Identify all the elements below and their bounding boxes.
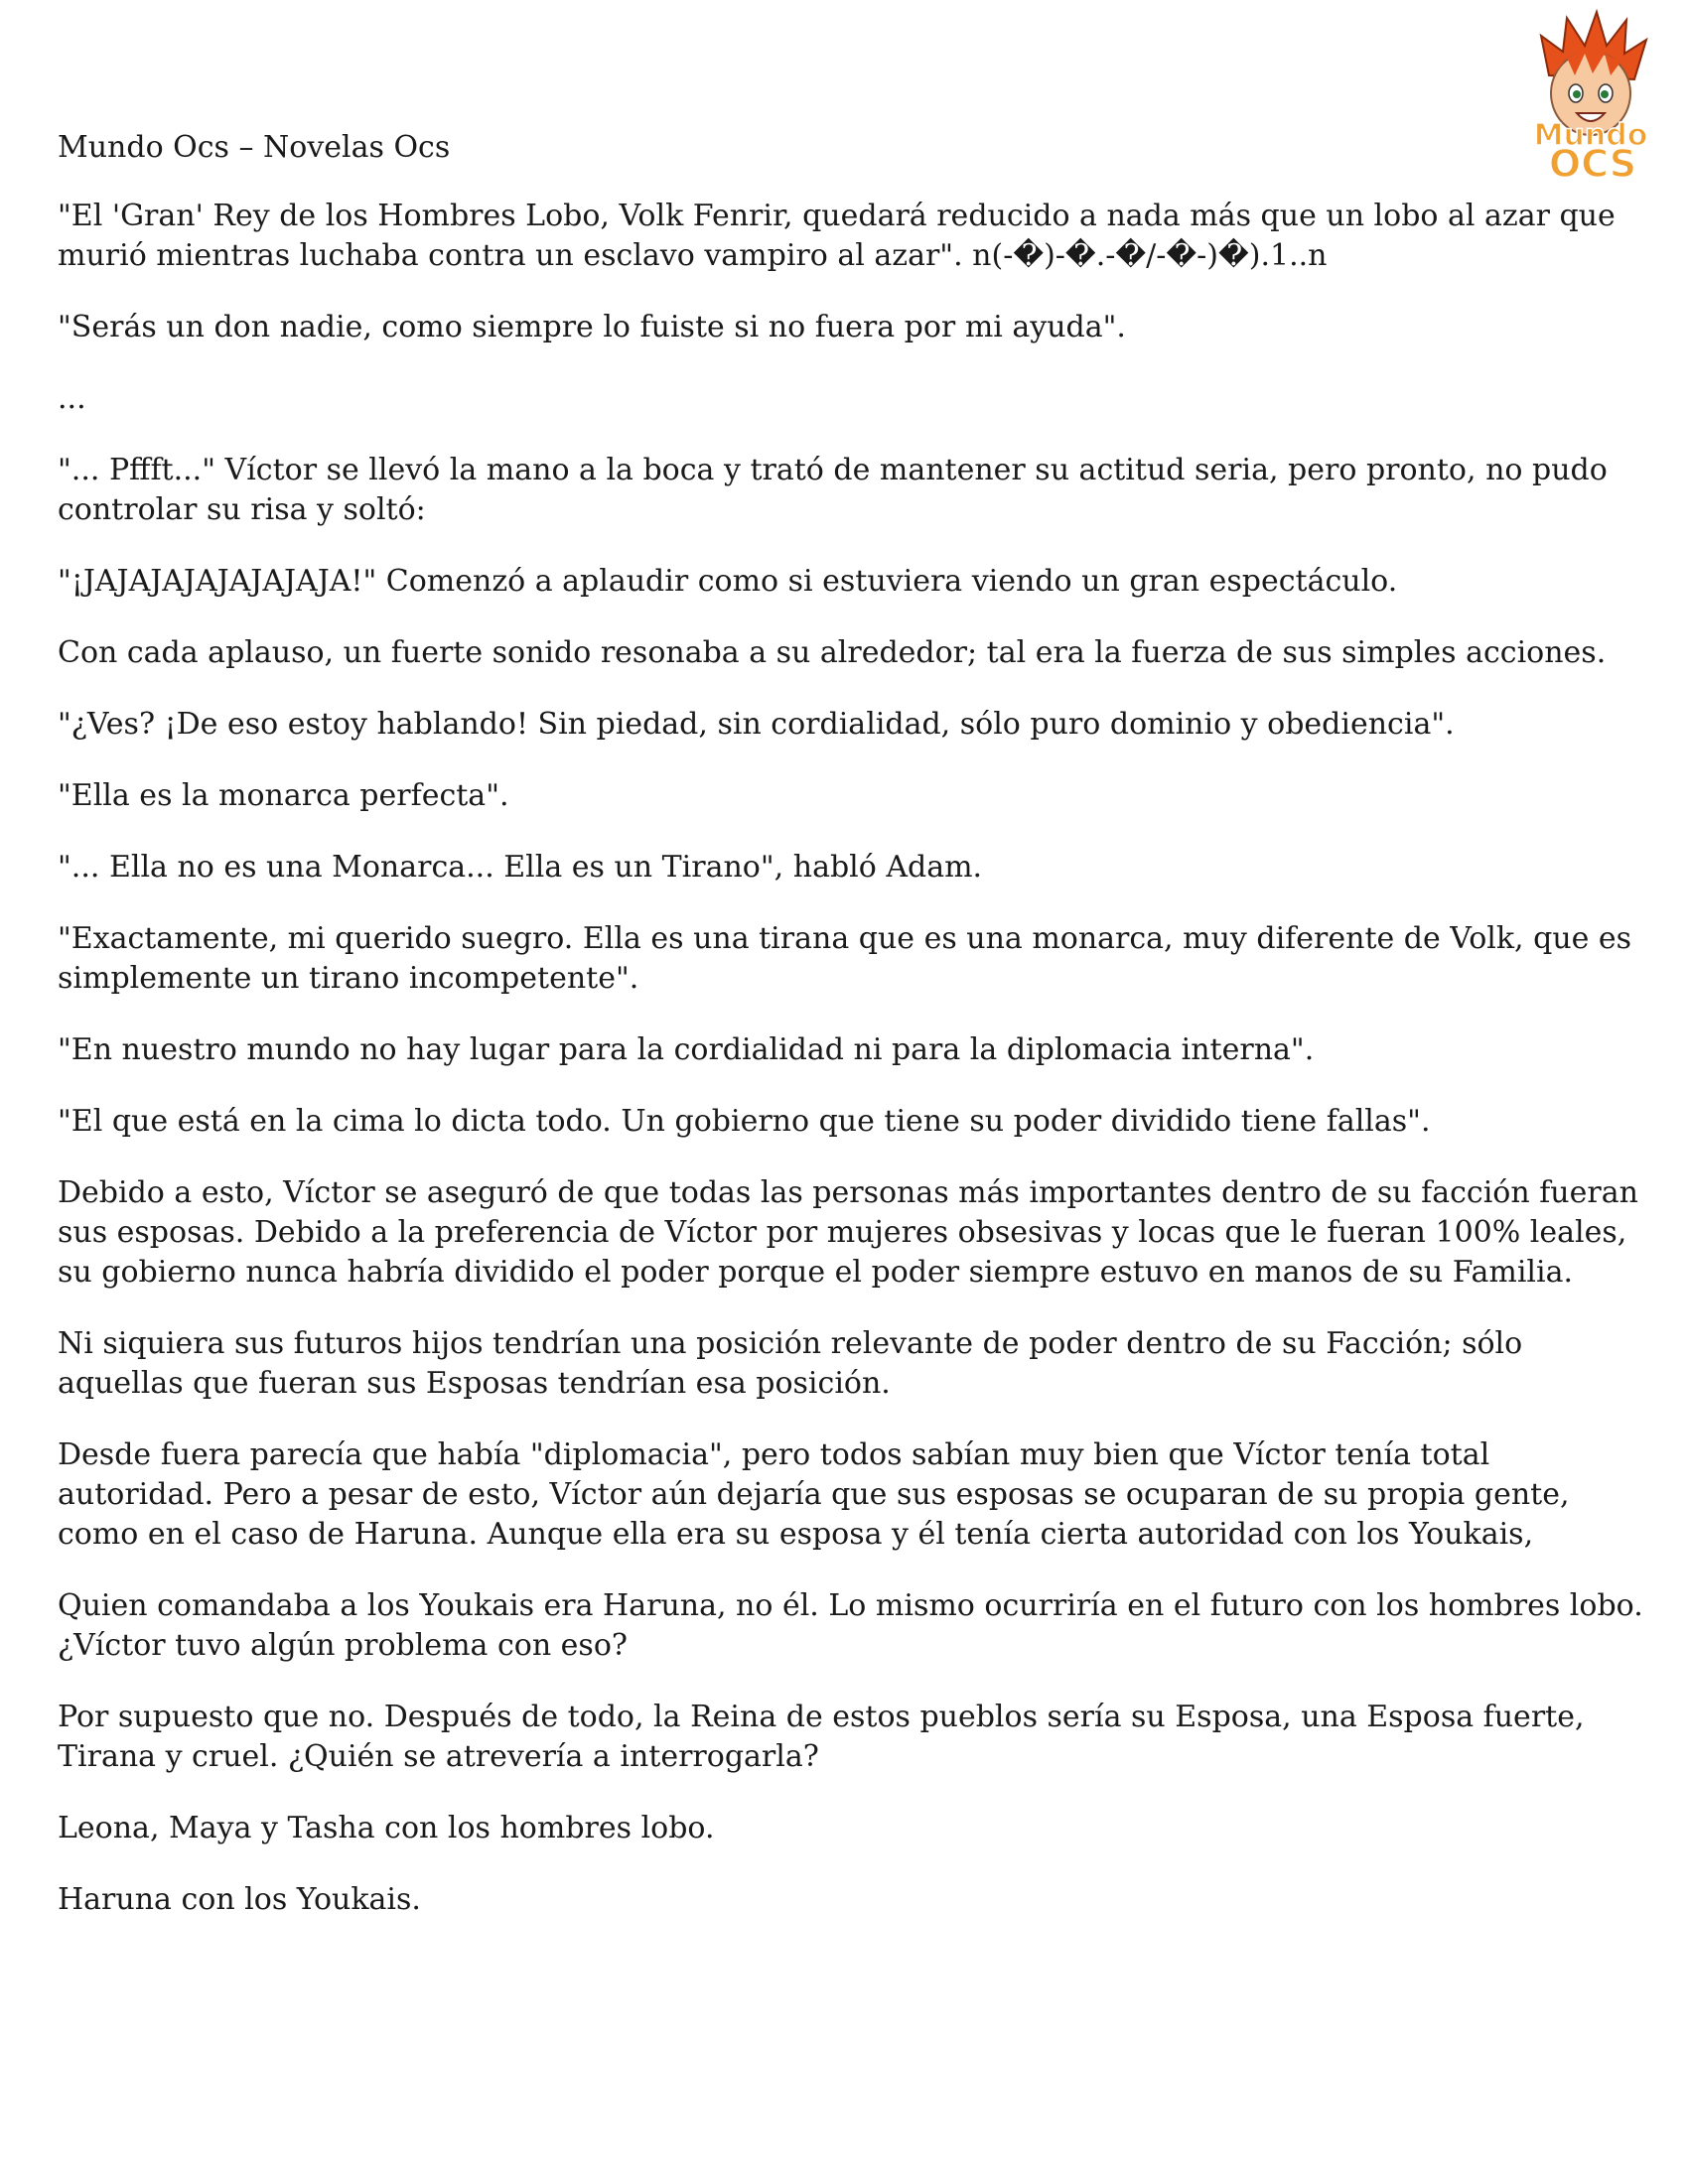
paragraph: "... Pffft..." Víctor se llevó la mano a la boca y trató de mantener su actitud seria, pero pronto, no pudo controlar su risa y soltó: [58,453,1608,527]
paragraph: "¡JAJAJAJAJAJAJAJA!" Comenzó a aplaudir como si estuviera viendo un gran espectáculo. [58,564,1398,599]
paragraph: "¿Ves? ¡De eso estoy hablando! Sin piedad, sin cordialidad, sólo puro dominio y obediencia". [58,707,1455,742]
paragraph: Quien comandaba a los Youkais era Haruna, no él. Lo mismo ocurriría en el futuro con los hombres lobo. ¿Víctor tuvo algún problema con eso? [58,1588,1643,1663]
paragraph: ... [58,381,86,416]
paragraph: "Exactamente, mi querido suegro. Ella es una tirana que es una monarca, muy diferente de Volk, que es simplemente un tirano incompetente". [58,921,1632,996]
document-page [58,127,1646,1952]
paragraph: "... Ella no es una Monarca... Ella es un Tirano", habló Adam. [58,850,983,885]
paragraph: Haruna con los Youkais. [58,1882,421,1917]
paragraph: "En nuestro mundo no hay lugar para la cordialidad ni para la diplomacia interna". [58,1032,1315,1067]
logo-text-line2: OCS [1548,142,1637,185]
paragraph: "El 'Gran' Rey de los Hombres Lobo, Volk Fenrir, quedará reducido a nada más que un lobo al azar que murió mientras luchaba contra un esclavo vampiro al azar". n(-�)-�.-�/-�-)�).1..n [58,199,1616,273]
paragraph: "Serás un don nadie, como siempre lo fuiste si no fuera por mi ayuda". [58,310,1126,344]
site-title: Mundo Ocs – Novelas Ocs [58,130,451,165]
paragraph: Por supuesto que no. Después de todo, la Reina de estos pueblos sería su Esposa, una Esposa fuerte, Tirana y cruel. ¿Quién se atrevería a interrogarla? [58,1700,1585,1774]
paragraph: Ni siquiera sus futuros hijos tendrían una posición relevante de poder dentro de su Facción; sólo aquellas que fueran sus Esposas tendrían esa posición. [58,1326,1523,1401]
paragraph: Debido a esto, Víctor se aseguró de que todas las personas más importantes dentro de su facción fueran sus esposas. Debido a la preferencia de Víctor por mujeres obsesivas y locas que le fueran 100% leales, su gobierno nunca habría dividido el poder porque el poder siempre estuvo en manos de su Familia. [58,1175,1638,1290]
paragraph: Desde fuera parecía que había "diplomacia", pero todos sabían muy bien que Víctor tenía total autoridad. Pero a pesar de esto, Víctor aún dejaría que sus esposas se ocuparan de su propia gente, como en el caso de Haruna. Aunque ella era su esposa y él tenía cierta autoridad con los Youkais, [58,1437,1570,1552]
paragraph: "Ella es la monarca perfecta". [58,778,509,813]
logo-text-line1: Mundo [1533,118,1648,153]
paragraph: Con cada aplauso, un fuerte sonido resonaba a su alrededor; tal era la fuerza de sus simples acciones. [58,635,1607,670]
paragraph: "El que está en la cima lo dicta todo. Un gobierno que tiene su poder dividido tiene fallas". [58,1104,1431,1139]
paragraph: Leona, Maya y Tasha con los hombres lobo. [58,1811,715,1845]
